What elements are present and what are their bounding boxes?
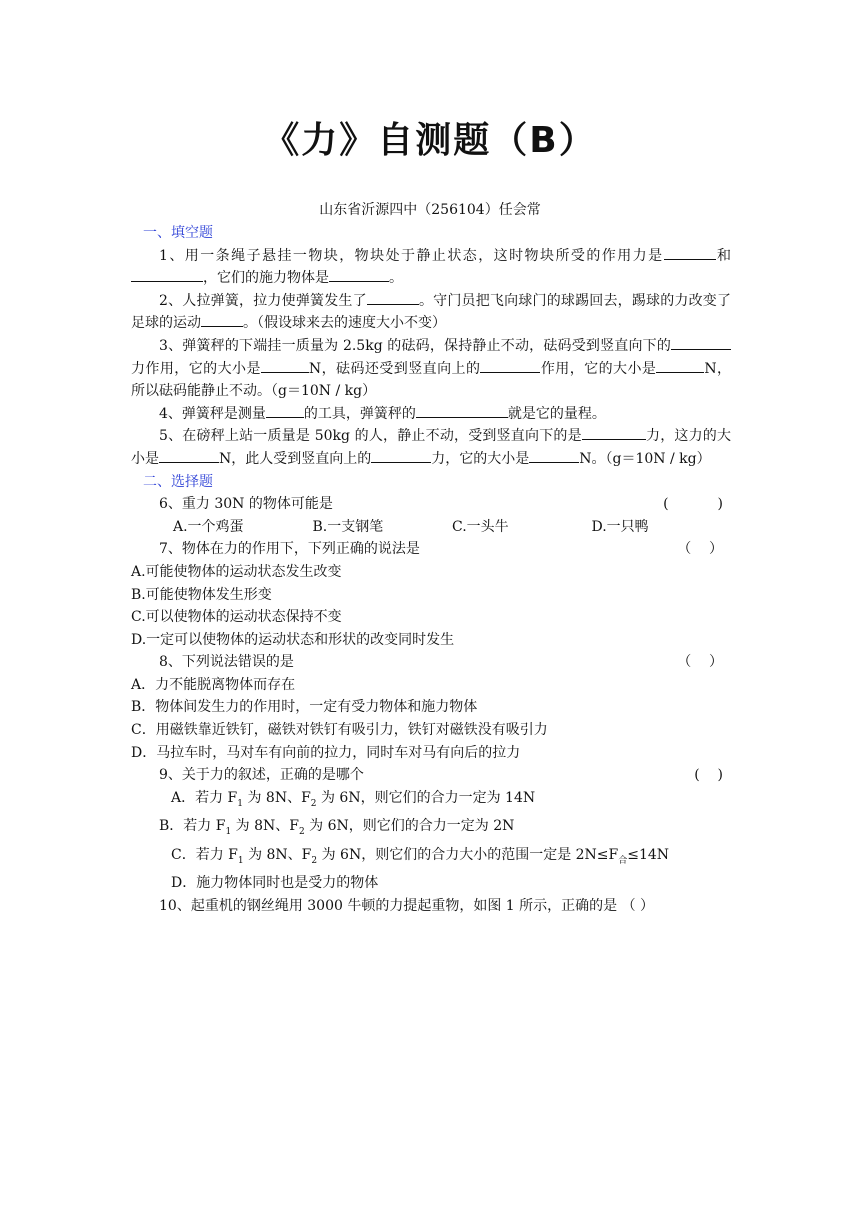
question-6-options: [131, 516, 731, 539]
question-8: 8、下列说法错误的是 （ ）: [131, 651, 731, 674]
option-c: C.可以使物体的运动状态保持不变: [131, 609, 342, 626]
answer-blank: [371, 448, 431, 463]
option-a: A．力不能脱离物体而存在: [131, 676, 296, 693]
option-d: D．马拉车时，马对车有向前的拉力，同时车对马有向后的拉力: [131, 744, 521, 761]
question-content: [131, 222, 731, 917]
question-3: 3、弹簧秤的下端挂一质量为 2.5kg 的砝码，保持静止不动，砝码受到竖直向下的力作用，它的大小是 N，砝码还受到竖直向上的 作用，它的大小是 N，所以砝码能静止不动。（g＝10N / kg）: [131, 335, 731, 403]
option-b: B．若力 $F_1$ 为 8N、$F_2$ 为 6N，则它们的合力一定为 2N: [159, 818, 515, 838]
question-1: 1、用一条绳子悬挂一物块，物块处于静止状态，这时物块所受的作用力是 和，它们的施力物体是 。: [131, 245, 731, 290]
answer-blank: [529, 448, 579, 463]
option-b: B．物体间发生力的作用时，一定有受力物体和施力物体: [131, 699, 478, 716]
option-a: A．若力 $F_1$ 为 8N、$F_2$ 为 6N，则它们的合力一定为 14N: [171, 789, 536, 809]
option-c: C.一头牛: [452, 518, 509, 535]
answer-blank: [261, 358, 309, 373]
answer-blank: [201, 312, 243, 327]
question-4: 4、弹簧秤是测量 的工具，弹簧秤的 就是它的量程。: [131, 403, 731, 426]
answer-paren: ( ): [694, 767, 723, 784]
section-heading-multiple-choice: 二、选择题: [143, 473, 213, 490]
answer-paren: （ ）: [621, 897, 655, 914]
answer-blank: [656, 358, 704, 373]
author-line: 山东省沂源四中（256104）任会常: [319, 202, 541, 218]
answer-blank: [367, 290, 419, 305]
option-d: D．施力物体同时也是受力的物体: [171, 875, 379, 892]
answer-blank: [131, 267, 203, 282]
answer-blank: [480, 358, 540, 373]
answer-paren: （ ）: [677, 654, 723, 671]
answer-blank: [416, 403, 508, 418]
option-a: A.一个鸡蛋: [173, 518, 244, 535]
option-c: C．用磁铁靠近铁钉，磁铁对铁钉有吸引力，铁钉对磁铁没有吸引力: [131, 722, 548, 739]
option-b: B.可能使物体发生形变: [131, 586, 272, 603]
question-10: 10、起重机的钢丝绳用 3000 牛顿的力提起重物，如图 1 所示，正确的是 （ ）: [159, 897, 655, 914]
option-a: A.可能使物体的运动状态发生改变: [131, 563, 342, 580]
answer-blank: [159, 448, 219, 463]
answer-paren: ( ): [663, 496, 723, 513]
question-5: 5、在磅秤上站一质量是 50kg 的人，静止不动，受到竖直向下的是 力，这力的大小是 N，此人受到竖直向上的 力，它的大小是 N。（g＝10N / kg）: [131, 425, 731, 470]
option-b: B.一支钢笔: [312, 518, 384, 535]
answer-blank: [664, 245, 716, 260]
question-2: 2、人拉弹簧，拉力使弹簧发生了 。守门员把飞向球门的球踢回去，踢球的力改变了足球的运动 。（假设球来去的速度大小不变）: [131, 290, 731, 335]
question-7: 7、物体在力的作用下，下列正确的说法是 （ ）: [131, 538, 731, 561]
answer-blank: [671, 335, 731, 350]
option-c: C．若力 $F_1$ 为 8N、$F_2$ 为 6N，则它们的合力大小的范围一定是 $2N\le F_合\le 14N$: [171, 846, 670, 866]
answer-paren: （ ）: [677, 541, 723, 558]
answer-blank: [329, 267, 389, 282]
option-d: D.一只鸭: [591, 518, 649, 535]
option-d: D.一定可以使物体的运动状态和形状的改变同时发生: [131, 631, 455, 648]
section-heading-fill-blank: 一、填空题: [143, 225, 213, 241]
page-title: 《力》自测题（B）: [263, 120, 597, 161]
answer-blank: [266, 403, 304, 418]
question-9: 9、关于力的叙述，正确的是哪个 ( ): [131, 764, 731, 787]
question-6: 6、重力 30N 的物体可能是 ( ): [131, 493, 731, 516]
answer-blank: [582, 425, 646, 440]
